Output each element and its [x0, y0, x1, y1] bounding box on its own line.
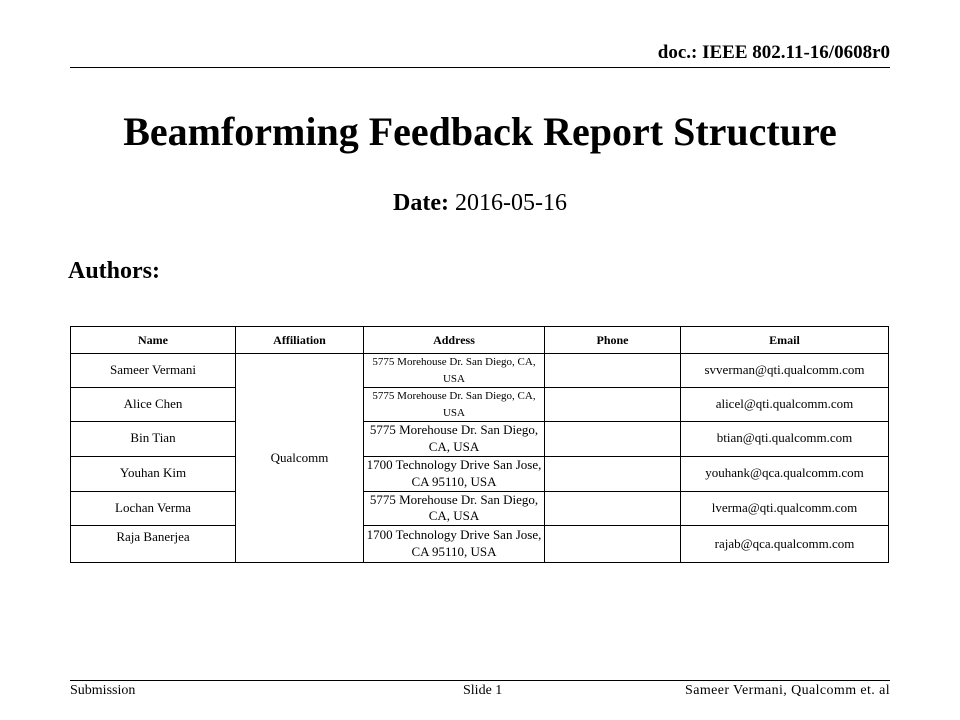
table-row: [71, 491, 889, 526]
footer-submission: Submission: [70, 683, 136, 698]
column-header-name: Name: [71, 327, 236, 354]
table-row: [71, 388, 889, 422]
author-email: rajab@qca.qualcomm.com: [681, 526, 889, 563]
table-row: [71, 456, 889, 491]
author-address: 1700 Technology Drive San Jose, CA 95110, USA: [364, 456, 545, 491]
author-name: Youhan Kim: [71, 456, 236, 491]
author-address: 5775 Morehouse Dr. San Diego, CA, USA: [364, 491, 545, 526]
slide-title: Beamforming Feedback Report Structure: [123, 109, 837, 154]
author-name: Sameer Vermani: [71, 354, 236, 388]
footer-divider: [70, 680, 890, 681]
table-row: [71, 422, 889, 457]
column-header-address: Address: [364, 327, 545, 354]
footer-slide-number: Slide 1: [463, 683, 503, 698]
author-address: 5775 Morehouse Dr. San Diego, CA, USA: [364, 388, 545, 422]
column-header-phone: Phone: [545, 327, 681, 354]
author-name: Raja Banerjea: [71, 526, 236, 563]
author-email: lverma@qti.qualcomm.com: [681, 491, 889, 526]
author-phone: [545, 456, 681, 491]
author-email: btian@qti.qualcomm.com: [681, 422, 889, 457]
author-affiliation: Qualcomm: [236, 354, 364, 563]
date-line: [0, 190, 960, 217]
document-id: doc.: IEEE 802.11-16/0608r0: [657, 42, 890, 63]
table-header-row: [71, 327, 889, 354]
author-phone: [545, 491, 681, 526]
column-header-affiliation: Affiliation: [236, 327, 364, 354]
table-row: [71, 526, 889, 563]
author-address: 5775 Morehouse Dr. San Diego, CA, USA: [364, 354, 545, 388]
author-phone: [545, 526, 681, 563]
author-address: 5775 Morehouse Dr. San Diego, CA, USA: [364, 422, 545, 457]
author-email: alicel@qti.qualcomm.com: [681, 388, 889, 422]
authors-heading: Authors:: [68, 258, 161, 284]
footer-author: Sameer Vermani, Qualcomm et. al: [685, 683, 890, 698]
author-name: Alice Chen: [71, 388, 236, 422]
author-name: Bin Tian: [71, 422, 236, 457]
author-phone: [545, 422, 681, 457]
column-header-email: Email: [681, 327, 889, 354]
author-email: svverman@qti.qualcomm.com: [681, 354, 889, 388]
authors-table: [70, 326, 889, 563]
author-name: Lochan Verma: [71, 491, 236, 526]
table-row: [71, 354, 889, 388]
author-email: youhank@qca.qualcomm.com: [681, 456, 889, 491]
header-divider: [70, 67, 890, 68]
author-address: 1700 Technology Drive San Jose, CA 95110, USA: [364, 526, 545, 563]
author-phone: [545, 388, 681, 422]
date-value: 2016-05-16: [454, 190, 567, 216]
author-phone: [545, 354, 681, 388]
date-label: Date:: [393, 190, 449, 216]
